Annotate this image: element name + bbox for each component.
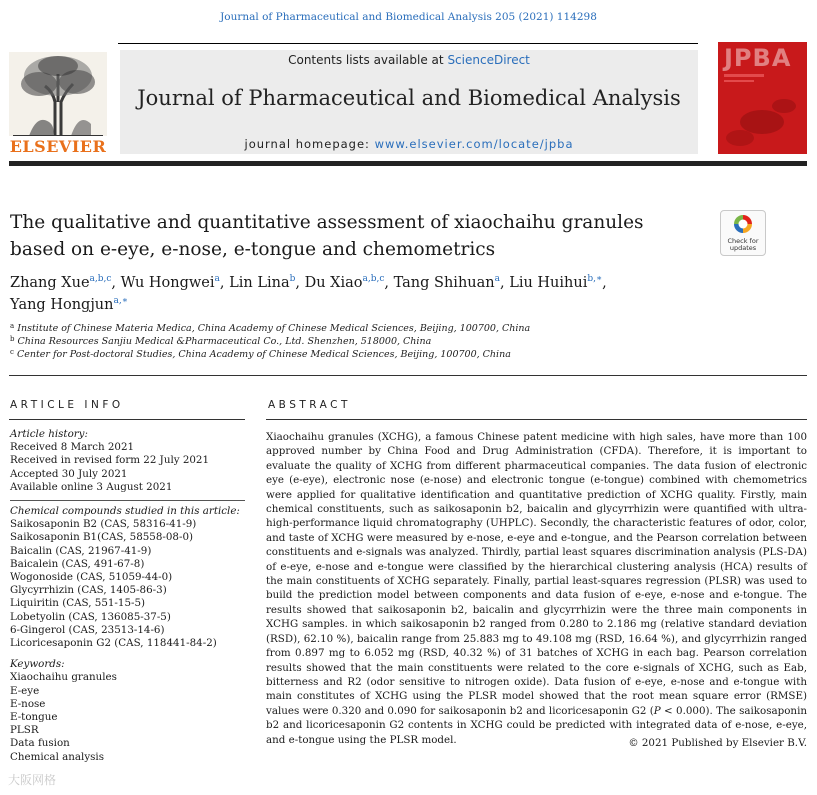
compound-item[interactable]: Glycyrrhizin (CAS, 1405-86-3) (10, 584, 167, 597)
compounds-label: Chemical compounds studied in this article: (10, 505, 240, 518)
info-separator (10, 500, 245, 501)
affiliation-divider (9, 375, 807, 376)
cover-art (718, 42, 807, 154)
affiliation: $^b$ China Resources Sanjiu Medical &Pharmaceutical Co., Ltd. Shenzhen, 518000, China (10, 335, 432, 347)
keyword-item[interactable]: Data fusion (10, 737, 70, 750)
copyright-notice: © 2021 Published by Elsevier B.V. (628, 737, 807, 749)
author[interactable]: Tang Shihuan$^a$ (393, 274, 500, 291)
journal-homepage (120, 137, 698, 151)
author[interactable]: Zhang Xue$^{a,b,c}$ (10, 274, 112, 291)
abstract-rule (266, 419, 807, 420)
journal-citation[interactable]: Journal of Pharmaceutical and Biomedical Analysis 205 (2021) 114298 (220, 11, 597, 23)
keyword-item[interactable]: E-eye (10, 684, 40, 697)
history-label: Article history: (10, 428, 88, 440)
article-info-panel (10, 428, 245, 764)
article-title-line-2: based on e-eye, e-nose, e-tongue and chemometrics (10, 239, 496, 260)
author[interactable]: Wu Hongwei$^a$ (120, 274, 220, 291)
journal-title: Journal of Pharmaceutical and Biomedical Analysis (137, 86, 681, 110)
author-list: Zhang Xue$^{a,b,c}$, Wu Hongwei$^a$, Lin Lina$^b$, Du Xiao$^{a,b,c}$, Tang Shihuan$^a$, Liu Huihui$^{b,∗}$, Yang Hongjun$^{a,∗}$ (10, 274, 607, 313)
article-info-heading: ARTICLE INFO (10, 399, 124, 411)
header-rule (118, 43, 698, 44)
elsevier-wordmark: ELSEVIER (9, 137, 107, 156)
check-updates-icon (733, 214, 753, 236)
author[interactable]: Lin Lina$^b$ (229, 274, 296, 291)
header-divider (9, 161, 807, 166)
article-title (10, 209, 700, 263)
author[interactable]: Liu Huihui$^{b,∗}$ (509, 274, 603, 291)
article-title-line-1: The qualitative and quantitative assessment of xiaochaihu granules (10, 212, 644, 233)
article-info-rule (9, 419, 245, 420)
sciencedirect-link[interactable]: ScienceDirect (447, 53, 530, 67)
watermark: 大阪网格 (8, 773, 57, 787)
history-item: Available online 3 August 2021 (10, 480, 173, 493)
keyword-item[interactable]: E-tongue (10, 711, 58, 724)
check-for-updates-button[interactable] (720, 210, 766, 256)
compound-item[interactable]: Lobetyolin (CAS, 136085-37-5) (10, 610, 171, 623)
homepage-link[interactable]: www.elsevier.com/locate/jpba (374, 137, 574, 151)
history-item: Accepted 30 July 2021 (10, 467, 128, 480)
keyword-item[interactable]: Chemical analysis (10, 750, 105, 763)
compound-item[interactable]: 6-Gingerol (CAS, 23513-14-6) (10, 623, 165, 636)
history-item: Received 8 March 2021 (10, 441, 135, 454)
p-value-symbol: P (653, 704, 661, 717)
journal-cover-image[interactable] (718, 42, 807, 154)
keywords-label: Keywords: (10, 658, 65, 671)
keyword-item[interactable]: E-nose (10, 697, 46, 710)
compound-item[interactable]: Baicalin (CAS, 21967-41-9) (10, 544, 152, 557)
cover-title: JPBA (724, 44, 792, 72)
affiliation: $^a$ Institute of Chinese Materia Medica, China Academy of Chinese Medical Sciences, Beijing, 100700, China (10, 322, 531, 334)
check-updates-label (721, 238, 765, 252)
contents-prefix: Contents lists available at (288, 53, 448, 67)
check-updates-line-2: updates (729, 244, 757, 252)
author[interactable]: Yang Hongjun$^{a,∗}$ (10, 296, 128, 313)
homepage-prefix: journal homepage: (244, 137, 375, 151)
history-item: Received in revised form 22 July 2021 (10, 454, 210, 467)
keyword-item[interactable]: PLSR (10, 724, 39, 737)
compound-item[interactable]: Wogonoside (CAS, 51059-44-0) (10, 571, 173, 584)
affiliation: $^c$ Center for Post-doctoral Studies, China Academy of Chinese Medical Sciences, Beijing, 100700, China (10, 348, 511, 360)
compound-item[interactable]: Liquiritin (CAS, 551-15-5) (10, 597, 146, 610)
keyword-item[interactable]: Xiaochaihu granules (10, 671, 117, 684)
compound-item[interactable]: Licoricesaponin G2 (CAS, 118441-84-2) (10, 637, 217, 650)
compound-item[interactable]: Saikosaponin B1(CAS, 58558-08-0) (10, 531, 194, 544)
compound-item[interactable]: Saikosaponin B2 (CAS, 58316-41-9) (10, 518, 197, 531)
abstract-text: Xiaochaihu granules (XCHG), a famous Chinese patent medicine with high sales, have more than 100 approved number by China Food and Drug Administration (CFDA). Therefore, it is important to evaluate the quality of XCHG from different pharmaceutical companies. The data fusion of electronic eye (e-eye), electronic nose (e-nose) and electronic tongue (e-tongue) combined with chemometrics were applied for qualitative identification and quantitative prediction of XCHG quality. Firstly, main chemical constituents, such as saikosaponin b2, baicalin and glycyrrhizin were quantified with ultra-high-performance liquid chromatography (UHPLC). Secondly, the characteristic features of odor, color, and taste of XCHG were measured by e-nose, e-eye and e-tongue, and the Pearson correlation between constituents and e-signals was analyzed. Thirdly, partial least squares discrimination analysis (PLS-DA) of e-eye, e-nose and e-tongue were classified by the hierarchical clustering analysis (HCA) results of the main constituents of XCHG separately. Finally, partial least-squares regression (PLSR) was used to build the prediction model between components and data fusion of e-eye, e-nose and e-tongue. The results showed that saikosaponin b2, baicalin and glycyrrhizin were the three main components in XCHG samples. in which saikosaponin b2 ranged from 0.280 to 2.186 mg (relative standard deviation (RSD), 62.10 %), baicalin range from 25.883 mg to 49.108 mg (RSD, 16.64 %), and glycyrrhizin ranged from 0.897 mg to 6.052 mg (RSD, 40.32 %) of 31 batches of XCHG in each bag. Pearson correlation results showed that the main constituents were related to the core e-signals of XCHG, such as Eab, bitterness and R2 (odor sensitive to nitrogen oxide). Data fusion of e-eye, e-nose and e-tongue with main constitutes of XCHG using the PLSR model showed that the root mean square error (RMSE) values were 0.320 and 0.090 for saikosaponin b2 and licoricesaponin G2 (P < 0.000). The saikosaponin b2 and licoricesaponin G2 contents in XCHG could be predicted with integrated data of e-nose, e-eye, and e-tongue using the PLSR model. (266, 431, 807, 746)
author[interactable]: Du Xiao$^{a,b,c}$ (304, 274, 385, 291)
compound-item[interactable]: Baicalein (CAS, 491-67-8) (10, 557, 145, 570)
abstract-heading: ABSTRACT (268, 399, 351, 411)
contents-line (120, 53, 698, 67)
check-updates-line-1: Check for (727, 237, 759, 245)
